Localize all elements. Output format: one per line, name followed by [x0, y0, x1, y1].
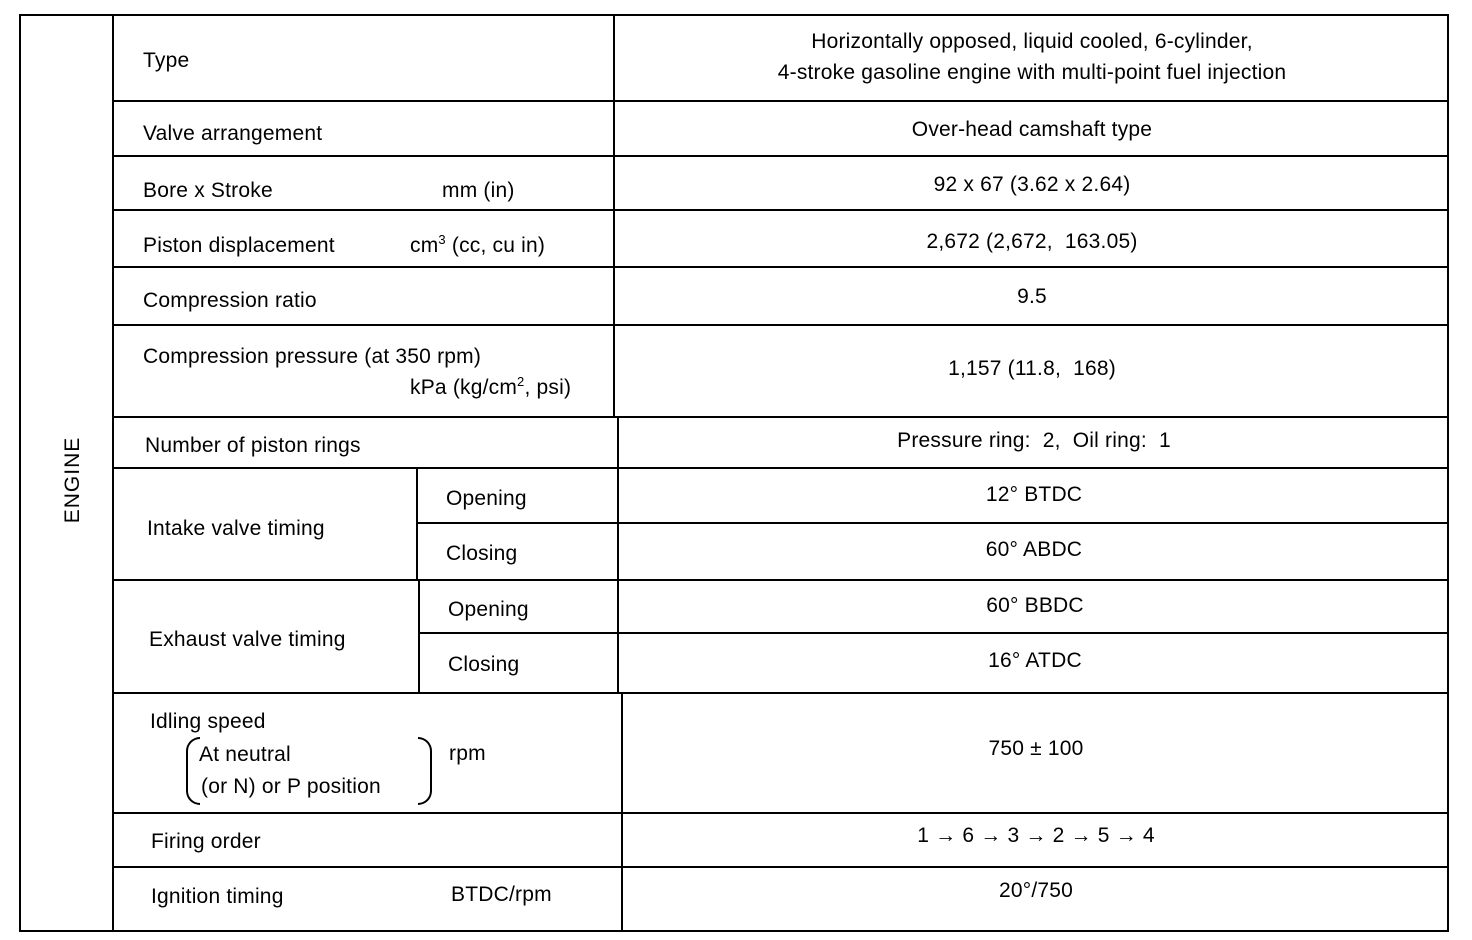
row-divider	[112, 100, 1449, 102]
ignition-timing-unit: BTDC/rpm	[451, 883, 552, 906]
intake-opening-label: Opening	[446, 487, 527, 510]
exhaust-closing-value: 16° ATDC	[988, 649, 1082, 672]
exhaust-sub-divider	[418, 580, 420, 694]
intake-closing-value: 60° ABDC	[985, 538, 1083, 561]
piston-rings-label: Number of piston rings	[145, 434, 361, 457]
intake-closing-label: Closing	[446, 542, 518, 565]
firing-order-value: 1 → 6 → 3 → 2 → 5 → 4	[917, 824, 1155, 847]
left-parenthesis	[186, 737, 200, 805]
right-parenthesis	[418, 737, 432, 805]
firing-order-label: Firing order	[151, 830, 261, 853]
compression-pressure-unit: kPa ($kg/cm^2$, psi)	[410, 374, 572, 399]
type-value-line2: 4-stroke gasoline engine with multi-point fuel injection	[777, 61, 1287, 84]
piston-rings-value: Pressure ring: 2, Oil ring: 1	[897, 429, 1171, 452]
row-divider	[112, 155, 1449, 157]
valve-arrangement-label: Valve arrangement	[143, 122, 323, 145]
row-divider	[112, 209, 1449, 211]
exhaust-closing-label: Closing	[448, 653, 520, 676]
section-column-divider	[112, 14, 114, 932]
type-value-line1: Horizontally opposed, liquid cooled, 6-cylinder,	[811, 30, 1253, 53]
valve-arrangement-value: Over-head camshaft type	[911, 118, 1153, 141]
bore-stroke-value: 92 x 67 (3.62 x 2.64)	[933, 173, 1131, 196]
row-divider	[112, 812, 1449, 814]
sub-row-divider	[418, 632, 1449, 634]
bore-stroke-label: Bore x Stroke	[143, 179, 273, 202]
displacement-label: Piston displacement	[143, 234, 335, 257]
displacement-unit: $cm^3$ (cc, cu in)	[410, 232, 546, 257]
idling-sub1: At neutral	[199, 743, 291, 766]
intake-sub-divider	[416, 468, 418, 580]
compression-ratio-value: 9.5	[1017, 285, 1047, 308]
row-divider	[112, 324, 1449, 326]
row-divider	[112, 866, 1449, 868]
row-divider	[112, 266, 1449, 268]
exhaust-opening-value: 60° BBDC	[986, 594, 1084, 617]
sub-row-divider	[416, 522, 1449, 524]
compression-pressure-value: 1,157 (11.8, 168)	[948, 357, 1116, 380]
row-divider	[112, 692, 1449, 694]
intake-opening-value: 12° BTDC	[985, 483, 1083, 506]
idling-value: 750 ± 100	[988, 737, 1084, 760]
section-label: ENGINE	[61, 436, 84, 524]
exhaust-opening-label: Opening	[448, 598, 529, 621]
compression-pressure-label: Compression pressure (at 350 rpm)	[143, 345, 482, 368]
bore-stroke-unit: mm (in)	[442, 179, 515, 202]
exhaust-timing-label: Exhaust valve timing	[149, 628, 346, 651]
row-divider	[112, 579, 1449, 581]
type-label: Type	[143, 49, 190, 72]
compression-ratio-label: Compression ratio	[143, 289, 317, 312]
ignition-timing-label: Ignition timing	[151, 885, 284, 908]
intake-timing-label: Intake valve timing	[147, 517, 325, 540]
idling-sub2: (or N) or P position	[201, 775, 381, 798]
ignition-timing-value: 20°/750	[998, 879, 1074, 902]
row-divider	[112, 467, 1449, 469]
row-divider	[112, 416, 1449, 418]
idling-unit: rpm	[449, 742, 486, 765]
displacement-value: 2,672 (2,672, 163.05)	[926, 230, 1138, 253]
idling-label: Idling speed	[150, 710, 266, 733]
